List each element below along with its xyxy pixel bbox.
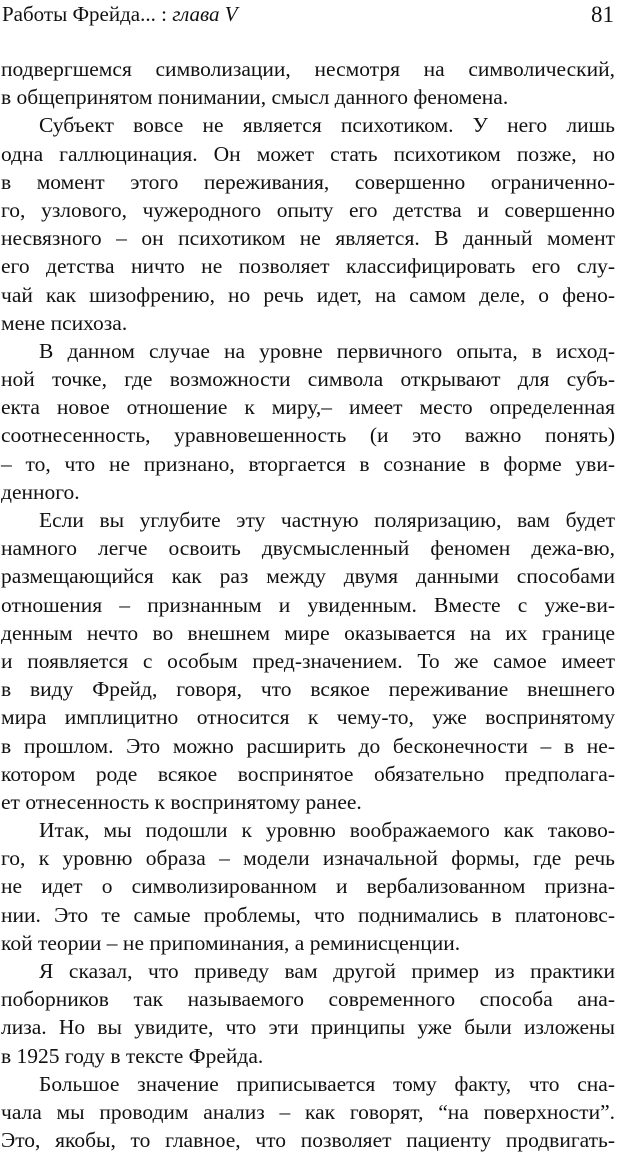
paragraph: [1, 111, 615, 337]
text-line: В данном случае на уровне первичного опыта, в исход-: [39, 338, 615, 363]
book-title: Работы Фрейда... :: [2, 2, 167, 26]
text-line: денного.: [1, 479, 80, 504]
text-line: в момент этого переживания, совершенно ограниченно-: [1, 169, 615, 194]
text-line: размещающийся как раз между двумя данными способами: [1, 564, 615, 589]
text-line: Это, якобы, то главное, что позволяет пациенту продвигать-: [1, 1128, 615, 1153]
text-line: поборников так называемого современного способа ана-: [1, 987, 615, 1012]
text-line: и появляется с особым пред-значением. То же самое имеет: [1, 648, 615, 673]
text-line: го, узлового, чужеродного опыту его детства и совершенно: [1, 197, 615, 222]
text-line: намного легче освоить двусмысленный феномен дежа-вю,: [1, 536, 615, 561]
text-line: в виду Фрейд, говоря, что всякое переживание внешнего: [1, 677, 615, 702]
paragraph: [1, 55, 615, 111]
text-line: го, к уровню образа – модели изначальной формы, где речь: [1, 846, 615, 871]
paragraph: [1, 337, 615, 506]
text-line: Субъект вовсе не является психотиком. У него лишь: [39, 113, 615, 138]
paragraph: [1, 957, 615, 1070]
text-line: в общепринятом понимании, смысл данного феномена.: [1, 85, 509, 110]
text-line: мира имплицитно относится к чему-то, уже воспринятому: [1, 705, 615, 730]
text-line: соотнесенность, уравновешенность (и это важно понять): [1, 423, 615, 448]
text-line: подвергшемся символизации, несмотря на символический,: [1, 57, 615, 81]
text-line: – то, что не признано, вторгается в сознание в форме уви-: [1, 451, 615, 476]
text-line: отношения – признанным и увиденным. Вместе с уже-ви-: [1, 592, 615, 617]
text-line: ной точке, где возможности символа открывают для субъ-: [1, 367, 615, 392]
text-line: Итак, мы подошли к уровню воображаемого как таково-: [39, 818, 615, 843]
text-line: екта новое отношение к миру,– имеет место определенная: [1, 395, 615, 420]
running-header: [2, 2, 614, 32]
text-line: не идет о символизированном и вербализованном призна-: [1, 874, 615, 899]
text-line: в 1925 году в тексте Фрейда.: [1, 1043, 264, 1068]
page-body: [1, 55, 615, 1154]
text-line: денным нечто во внешнем мире оказывается на их границе: [1, 620, 615, 645]
text-line: чай как шизофрению, но речь идет, на самом деле, о фено-: [1, 282, 615, 307]
text-line: нии. Это те самые проблемы, что поднимались в платоновс-: [1, 902, 615, 927]
paragraph: [1, 816, 615, 957]
text-line: кой теории – не припоминания, а реминисценции.: [1, 930, 461, 955]
paragraph: [1, 506, 615, 816]
paragraph: [1, 1070, 615, 1155]
text-line: чала мы проводим анализ – как говорят, “на поверхности”.: [1, 1099, 615, 1124]
chapter-label: глава V: [172, 2, 238, 26]
page-number: 81: [591, 2, 614, 27]
text-line: мене психоза.: [1, 310, 128, 335]
text-line: в прошлом. Это можно расширить до бесконечности – в не-: [1, 733, 615, 758]
text-line: ет отнесенность к воспринятому ранее.: [1, 789, 362, 814]
text-line: котором роде всякое воспринятое обязательно предполага-: [1, 761, 615, 786]
text-line: лиза. Но вы увидите, что эти принципы уже были изложены: [1, 1015, 615, 1040]
text-line: несвязного – он психотиком не является. В данный момент: [1, 226, 615, 251]
text-line: Большое значение приписывается тому факту, что сна-: [39, 1071, 615, 1096]
text-line: его детства ничто не позволяет классифицировать его слу-: [1, 254, 615, 279]
text-line: одна галлюцинация. Он может стать психотиком позже, но: [1, 141, 615, 166]
text-line: Я сказал, что приведу вам другой пример из практики: [39, 959, 615, 983]
running-title: [2, 2, 238, 32]
text-line: Если вы углубите эту частную поляризацию, вам будет: [39, 508, 615, 532]
